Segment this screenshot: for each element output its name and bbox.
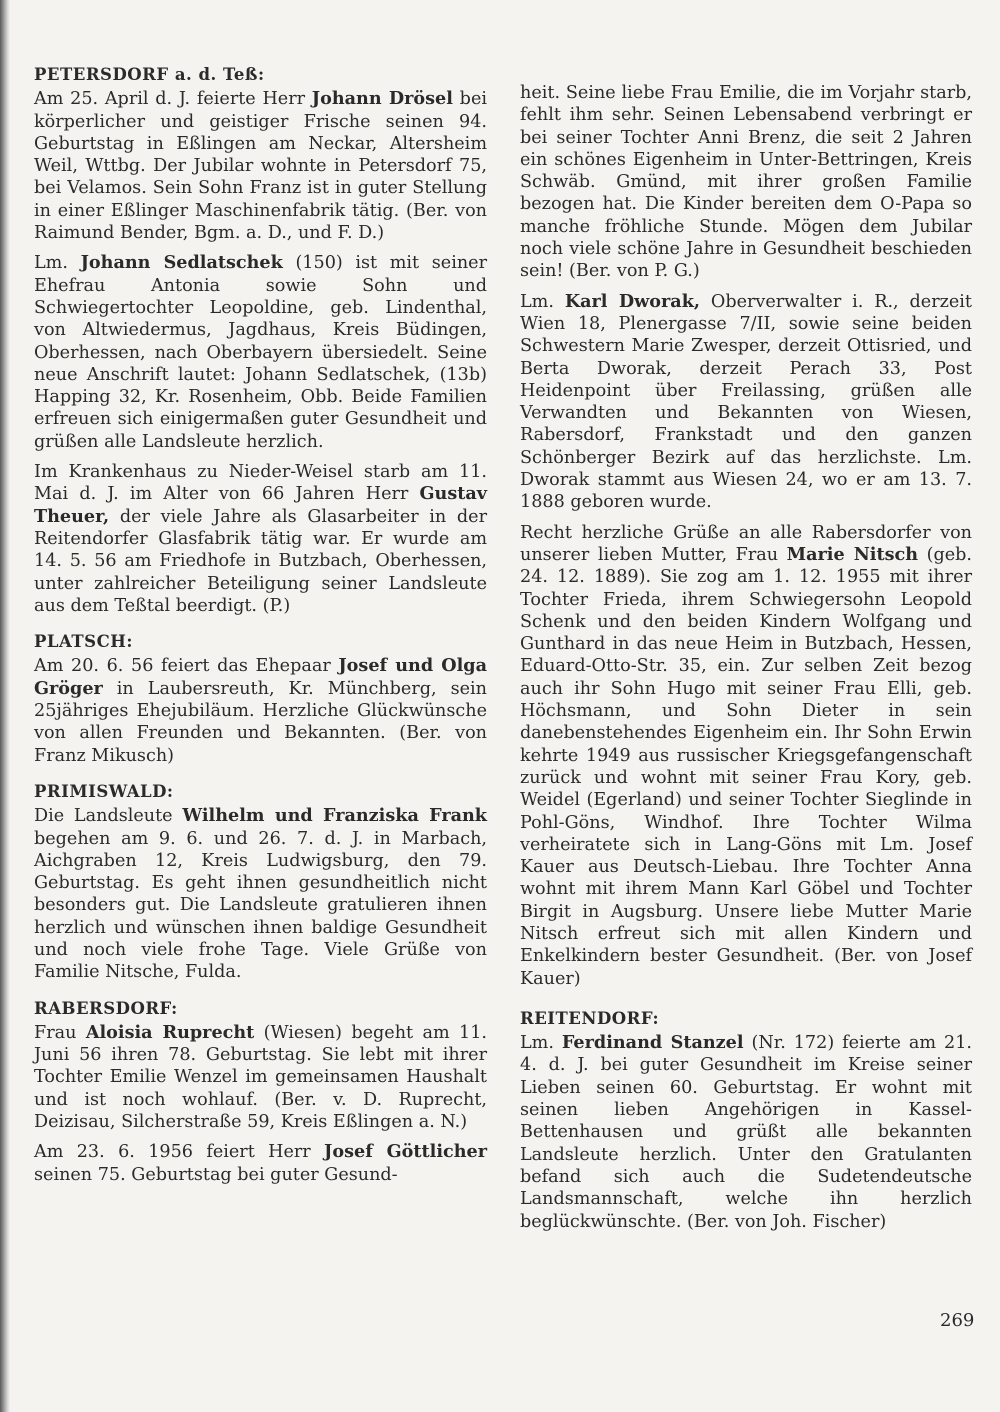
person-name: Karl Dworak, [564, 290, 701, 312]
article-paragraph [34, 88, 487, 244]
section-heading: REITENDORF: [520, 1008, 660, 1028]
text-run: Recht herzliche Grüße an alle Rabersdorfer von unserer lieben Mutter, Frau [520, 522, 972, 565]
text-run: heit. Seine liebe Frau Emilie, die im Vorjahr starb, fehlt ihm sehr. Seinen Lebensabend verbringt er bei seiner Tochter Anni Brenz, die seit 2 Jahren ein schönes Eigenheim in Unter-Bettringen, Kreis Schwäb. Gmünd, mit ihrer großen Familie bezogen hat. Die Kinder bereiten dem O-Papa so manche fröhliche Stunde. Mögen dem Jubilar noch viele schöne Jahre in Gesundheit beschieden sein! (Ber. von P. G.) [520, 83, 972, 282]
article-paragraph [34, 252, 487, 453]
text-run: seinen 75. Geburtstag bei guter Gesund- [34, 1164, 398, 1185]
section [34, 998, 487, 1186]
article-paragraph [34, 1022, 487, 1133]
article-paragraph [34, 1141, 487, 1186]
person-name: Johann Drösel [311, 88, 453, 110]
text-run: Am 20. 6. 56 feiert das Ehepaar [34, 656, 339, 677]
text-run: Oberverwalter i. R., derzeit Wien 18, Plenergasse 7/II, sowie seine beiden Schwestern Marie Zwesper, derzeit Ottisried, und Berta Dworak, derzeit Perach 33, Post Heidenpoint über Freilassing, grüßen alle Verwandten und Bekannten von Wiesen, Rabersdorf, Frankstadt und den ganzen Schönberger Bezirk auf das herzlichste. Lm. Dworak stammt aus Wiesen 24, wo er am 13. 7. 1888 geboren wurde. [520, 291, 972, 513]
person-name: Aloisia Ruprecht [85, 1021, 255, 1043]
section-heading: PLATSCH: [34, 632, 133, 652]
text-run: begehen am 9. 6. und 26. 7. d. J. in Marbach, Aichgraben 12, Kreis Ludwigsburg, den 79. Geburtstag. Es geht ihnen gesundheitlich nicht besonders gut. Die Landsleute gratulieren ihnen herzlich und wünschen ihnen baldige Gesundheit und noch viele frohe Tage. Viele Grüße von Familie Nitsche, Fulda. [34, 828, 487, 983]
text-run: (geb. 24. 12. 1889). Sie zog am 1. 12. 1955 mit ihrer Tochter Frieda, ihrem Schwiegersohn Leopold Schenk und den beiden Kindern Wolfgang und Gunthard in das neue Heim in Butzbach, Hessen, Eduard-Otto-Str. 35, ein. Zur selben Zeit bezog auch ihr Sohn Hugo mit seiner Frau Elli, geb. Höchsmann, und Sohn Dieter in sein danebenstehendes Eigenheim ein. Ihr Sohn Erwin kehrte 1949 aus russischer Kriegsgefangenschaft zurück und wohnt mit seiner Frau Kory, geb. Weidel (Egerland) und seiner Tochter Sieglinde in Pohl-Göns, Windhof. Ihre Tochter Wilma verheiratete sich in Lang-Göns mit Lm. Josef Kauer aus Deutsch-Liebau. Ihre Tochter Anna wohnt mit ihrem Mann Karl Göbel und Tochter Birgit in Augsburg. Unsere liebe Mutter Marie Nitsch erfreut sich mit allen Kindern und Enkelkindern bester Gesundheit. (Ber. von Josef Kauer) [520, 544, 972, 989]
article-paragraph [520, 522, 972, 990]
text-run: Am 25. April d. J. feierte Herr [34, 89, 312, 110]
page-number: 269 [940, 1310, 975, 1331]
text-run: Lm. [520, 1033, 562, 1054]
person-name: Josef Göttlicher [324, 1141, 487, 1163]
section [520, 1008, 972, 1233]
text-run: Lm. [34, 253, 81, 274]
left-column [34, 64, 487, 1194]
section-heading: PRIMISWALD: [34, 781, 174, 801]
book-spine-shadow [0, 0, 10, 1412]
section [34, 631, 487, 767]
person-name: Josef und Olga Gröger [34, 655, 487, 699]
text-run: Frau [34, 1022, 86, 1043]
text-run: bei körperlicher und geistiger Frische seinen 94. Geburtstag in Eßlingen am Neckar, Altersheim Weil, Wttbg. Der Jubilar wohnte in Petersdorf 75, bei Velamos. Sein Sohn Franz ist in guter Stellung in einer Eßlinger Maschinenfabrik tätig. (Ber. von Raimund Bender, Bgm. a. D., und F. D.) [34, 89, 487, 244]
text-run: in Laubersreuth, Kr. Münchberg, sein 25jähriges Ehejubiläum. Herzliche Glückwünsche von allen Freunden und Bekannten. (Ber. von Franz Mikusch) [34, 678, 487, 766]
article-paragraph [34, 655, 487, 766]
right-column [520, 64, 972, 1241]
text-run: Am 23. 6. 1956 feiert Herr [34, 1142, 325, 1163]
section-heading: PETERSDORF a. d. Teß: [34, 65, 265, 84]
section [34, 781, 487, 984]
text-run: Im Krankenhaus zu Nieder-Weisel starb am 11. Mai d. J. im Alter von 66 Jahren Herr [34, 462, 487, 505]
person-name: Johann Sedlatschek [80, 252, 283, 274]
article-paragraph [34, 461, 487, 617]
text-run: (Wiesen) begeht am 11. Juni 56 ihren 78. Geburtstag. Sie lebt mit ihrer Tochter Emilie Wenzel im gemeinsamen Haushalt und ist noch wohlauf. (Ber. v. D. Ruprecht, Deizisau, Silcherstraße 59, Kreis Eßlingen a. N.) [34, 1022, 487, 1133]
person-name: Wilhelm und Franziska Frank [182, 805, 487, 827]
article-paragraph [520, 82, 972, 283]
section [520, 82, 972, 990]
article-paragraph [520, 1032, 972, 1233]
text-run: (Nr. 172) feierte am 21. 4. d. J. bei guter Gesundheit im Kreise seiner Lieben seinen 60. Geburtstag. Er wohnt mit seinen lieben Angehörigen in Kassel-Bettenhausen und grüßt alle bekannten Landsleute herzlich. Unter den Gratulanten befand sich auch die Sudetendeutsche Landsmannschaft, welche ihn herzlich beglückwünschte. (Ber. von Joh. Fischer) [520, 1033, 972, 1232]
article-paragraph [520, 291, 972, 514]
text-run: (150) ist mit seiner Ehefrau Antonia sowie Sohn und Schwiegertochter Leopoldine, geb. Lindenthal, von Altwiedermus, Jagdhaus, Kreis Büdingen, Oberhessen, nach Oberbayern übersiedelt. Seine neue Anschrift lautet: Johann Sedlatschek, (13b) Happing 32, Kr. Rosenheim, Obb. Beide Familien erfreuen sich einigermaßen guter Gesundheit und grüßen alle Landsleute herzlich. [34, 253, 487, 452]
article-paragraph [34, 805, 487, 983]
text-run: Die Landsleute [34, 806, 183, 827]
text-run: Lm. [520, 291, 565, 312]
section-heading: RABERSDORF: [34, 998, 178, 1018]
person-name: Gustav Theuer, [34, 483, 487, 527]
person-name: Ferdinand Stanzel [561, 1032, 744, 1054]
person-name: Marie Nitsch [786, 543, 919, 565]
text-run: der viele Jahre als Glasarbeiter in der Reitendorfer Glasfabrik tätig war. Er wurde am 14. 5. 56 am Friedhofe in Butzbach, Oberhessen, unter zahlreicher Beteiligung seiner Landsleute aus dem Teßtal beerdigt. (P.) [34, 506, 487, 616]
section [34, 64, 487, 617]
